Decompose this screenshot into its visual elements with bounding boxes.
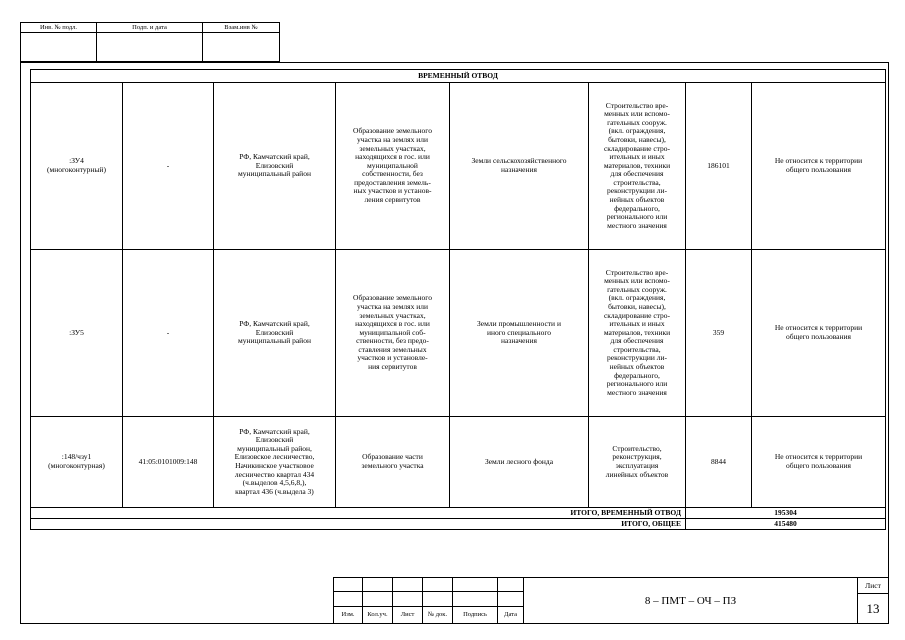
purpose: Образование земельного участка на землях или земельных участках, находящихся в гос. или муниципальной собственности, без предоставления земель- ных участков и установ- ления сервитутов (336, 83, 450, 250)
total-temporary-row (31, 508, 886, 519)
stamp-header-replace: Взам.инв № (203, 22, 280, 33)
permitted-use: Строительство вре- менных или вспомо- гательных сооруж. (вкл. ограждения, бытовки, навесы), складирование стро- ительных и иных материалов, техники для обеспечения строительства, реконструкции ли- нейных объектов федерального, регионального или местного значения (589, 250, 686, 417)
total-temporary-value: 195304 (686, 508, 886, 519)
cadastral-number: 41:05:0101009:148 (123, 417, 214, 508)
land-category: Земли промышленности и иного специального назначения (450, 250, 589, 417)
note: Не относится к территории общего пользования (752, 417, 886, 508)
grid-cell (393, 577, 423, 592)
col-signature: Подпись (453, 607, 498, 624)
plot-id: :ЗУ5 (31, 250, 123, 417)
stamp-value-inv (20, 33, 97, 62)
col-izm: Изм. (333, 607, 363, 624)
section-title: ВРЕМЕННЫЙ ОТВОД (31, 70, 886, 83)
purpose: Образование части земельного участка (336, 417, 450, 508)
address: РФ, Камчатский край, Елизовский муниципальный район (214, 83, 336, 250)
grid-cell (363, 577, 393, 592)
total-overall-value: 415480 (686, 519, 886, 530)
land-plots-table (30, 69, 885, 533)
address: РФ, Камчатский край, Елизовский муниципальный район, Елизовское лесничество, Начикинское участковое лесничество квартал 434 (ч.выделов 4,5,6,8,), квартал 436 (ч.выдела 3) (214, 417, 336, 508)
grid-cell (423, 592, 453, 607)
plot-id: :148/чзу1 (многоконтурная) (31, 417, 123, 508)
total-overall-label: ИТОГО, ОБЩЕЕ (31, 519, 686, 530)
land-category: Земли лесного фонда (450, 417, 589, 508)
table-row (31, 83, 886, 250)
address: РФ, Камчатский край, Елизовский муниципальный район (214, 250, 336, 417)
approval-stamp (20, 22, 280, 62)
sheet-label: Лист (858, 577, 889, 594)
grid-cell (498, 577, 524, 592)
stamp-header-sign: Подп. и дата (97, 22, 203, 33)
area: 8844 (686, 417, 752, 508)
table-row (31, 417, 886, 508)
grid-cell (423, 577, 453, 592)
land-category: Земли сельскохозяйственного назначения (450, 83, 589, 250)
grid-cell (453, 592, 498, 607)
plot-id: :ЗУ4 (многоконтурный) (31, 83, 123, 250)
col-list: Лист (393, 607, 423, 624)
note: Не относится к территории общего пользования (752, 250, 886, 417)
table-row (31, 250, 886, 417)
grid-cell (453, 577, 498, 592)
stamp-header-inv: Инв. № подл. (20, 22, 97, 33)
cadastral-number: - (123, 250, 214, 417)
total-overall-row (31, 519, 886, 530)
sheet-number: 13 (858, 594, 889, 624)
total-temporary-label: ИТОГО, ВРЕМЕННЫЙ ОТВОД (31, 508, 686, 519)
permitted-use: Строительство, реконструкция, эксплуатация линейных объектов (589, 417, 686, 508)
stamp-value-sign (97, 33, 203, 62)
permitted-use: Строительство вре- менных или вспомо- гательных сооруж. (вкл. ограждения, бытовки, навесы), складирование стро- ительных и иных материалов, техники для обеспечения строительства, реконструкции ли- нейных объектов федерального, регионального или местного значения (589, 83, 686, 250)
note: Не относится к территории общего пользования (752, 83, 886, 250)
title-block (333, 577, 889, 624)
document-code: 8 – ПМТ – ОЧ – ПЗ (524, 577, 858, 624)
area: 359 (686, 250, 752, 417)
col-doc-number: № док. (423, 607, 453, 624)
purpose: Образование земельного участка на землях или земельных участках, находящихся в гос. или муниципальной соб- ственности, без предо- ставления земельных участков и установле- ния сервитутов (336, 250, 450, 417)
grid-cell (363, 592, 393, 607)
stamp-value-replace (203, 33, 280, 62)
cadastral-number: - (123, 83, 214, 250)
grid-cell (333, 592, 363, 607)
col-date: Дата (498, 607, 524, 624)
col-kol-uch: Кол.уч. (363, 607, 393, 624)
area: 186101 (686, 83, 752, 250)
grid-cell (333, 577, 363, 592)
grid-cell (498, 592, 524, 607)
grid-cell (393, 592, 423, 607)
